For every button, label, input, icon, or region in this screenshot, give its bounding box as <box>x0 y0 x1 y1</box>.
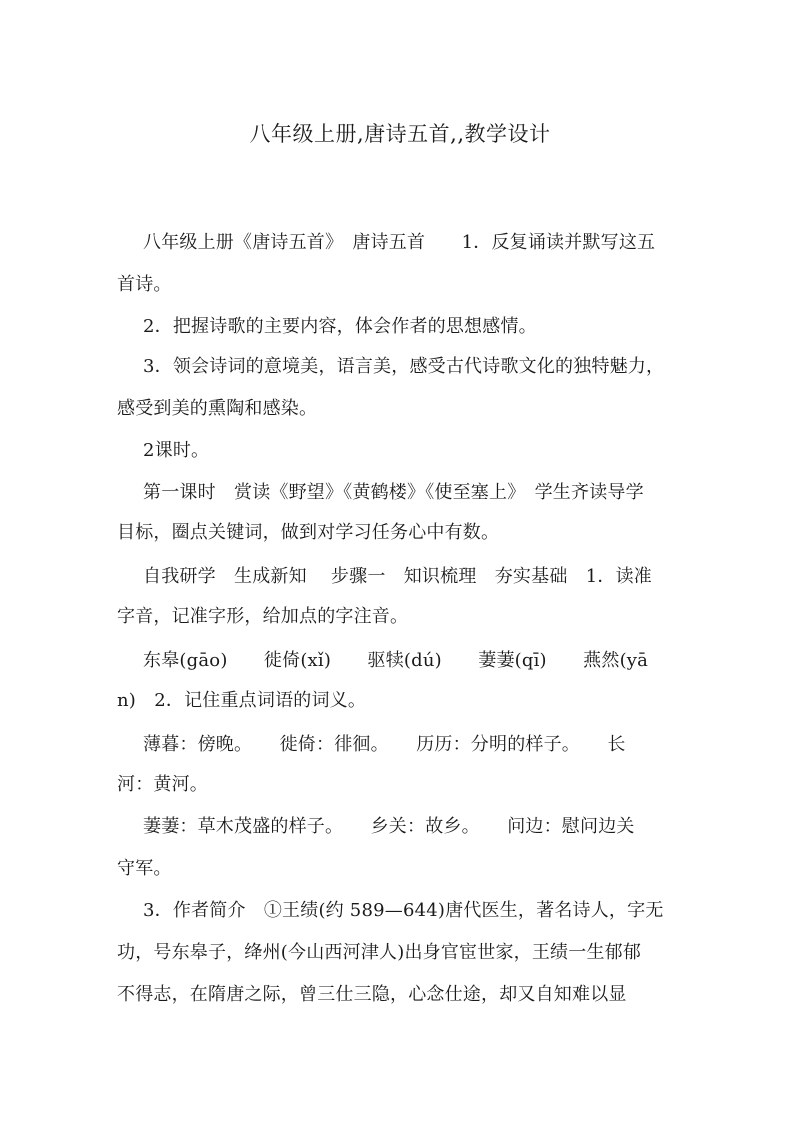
text-line: 功，号东皋子，绛州(今山西河津人)出身官宦世家，王绩一生郁郁 <box>117 942 642 963</box>
text-line: 萋萋：草木茂盛的样子。 乡关：故乡。 问边：慰问边关 <box>143 816 635 837</box>
text-line: n) 2．记住重点词语的词义。 <box>117 690 367 711</box>
text-line: 感受到美的熏陶和感染。 <box>117 398 318 419</box>
text-line: 字音，记准字形，给加点的字注音。 <box>117 606 409 627</box>
text-line: 不得志，在隋唐之际，曾三仕三隐，心念仕途，却又自知难以显 <box>117 984 627 1005</box>
text-line: 3．作者简介 ①王绩(约 589—644)唐代医生，著名诗人，字无 <box>143 900 664 921</box>
text-line: 守军。 <box>117 858 172 879</box>
text-line: 首诗。 <box>117 274 172 295</box>
document-title: 八年级上册,唐诗五首,,教学设计 <box>249 122 551 146</box>
text-line: 自我研学 生成新知 步骤一 知识梳理 夯实基础 1．读准 <box>143 566 652 587</box>
text-line: 河：黄河。 <box>117 774 208 795</box>
text-line: 2课时。 <box>143 440 210 461</box>
text-line: 薄暮：傍晚。 徙倚：徘徊。 历历：分明的样子。 长 <box>143 734 626 755</box>
text-line: 八年级上册《唐诗五首》 唐诗五首 1．反复诵读并默写这五 <box>143 232 656 253</box>
text-line: 东皋(gāo) 徙倚(xǐ) 驱犊(dú) 萋萋(qī) 燕然(yā <box>143 650 649 671</box>
text-line: 3．领会诗词的意境美，语言美，感受古代诗歌文化的独特魅力， <box>143 356 665 377</box>
text-line: 目标，圈点关键词，做到对学习任务心中有数。 <box>117 522 500 543</box>
text-line: 第一课时 赏读《野望》《黄鹤楼》《使至塞上》 学生齐读导学 <box>143 482 644 503</box>
text-line: 2．把握诗歌的主要内容，体会作者的思想感情。 <box>143 316 537 337</box>
